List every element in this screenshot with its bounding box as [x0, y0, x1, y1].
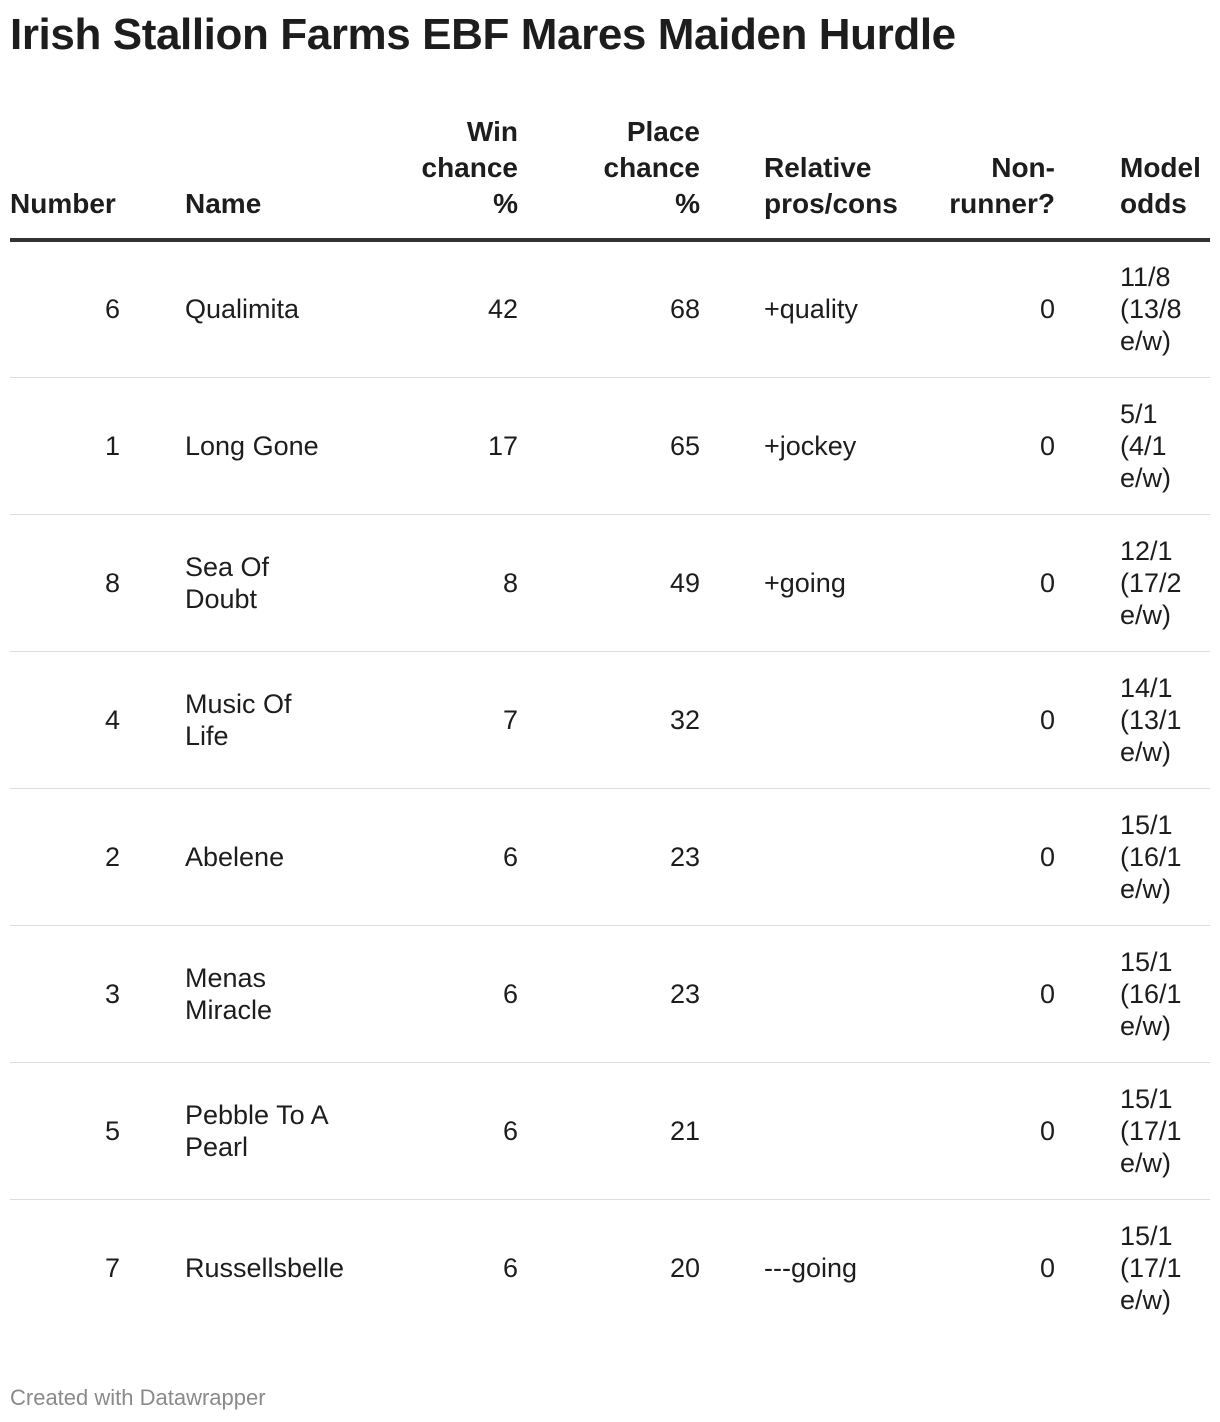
cell-non-runner: 0 — [900, 788, 1100, 925]
cell-number: 6 — [10, 240, 185, 377]
cell-number: 4 — [10, 651, 185, 788]
cell-name: Music Of Life — [185, 651, 364, 788]
cell-non-runner: 0 — [900, 1062, 1100, 1199]
cell-model-odds: 14/1 (13/1 e/w) — [1100, 651, 1210, 788]
cell-relative: +going — [700, 514, 900, 651]
header-relative-line-2: pros/cons — [764, 188, 898, 219]
cell-model-odds: 15/1 (16/1 e/w) — [1100, 788, 1210, 925]
cell-place-chance: 65 — [534, 377, 700, 514]
cell-win-chance: 8 — [364, 514, 534, 651]
cell-non-runner: 0 — [1039, 1252, 1055, 1283]
header-number[interactable] — [10, 114, 185, 240]
cell-place-chance: 20 — [669, 1252, 700, 1283]
cell-place-chance: 21 — [534, 1062, 700, 1199]
table-row — [10, 1062, 1210, 1199]
header-number-label: Number — [10, 188, 116, 219]
table-row — [10, 240, 1210, 377]
cell-non-runner: 0 — [900, 925, 1100, 1062]
header-place-chance[interactable] — [534, 114, 700, 240]
cell-place-chance: 32 — [534, 651, 700, 788]
cell-model-odds: 15/1 (16/1 e/w) — [1100, 925, 1210, 1062]
cell-relative — [700, 925, 900, 1062]
cell-number: 1 — [10, 377, 185, 514]
header-relative[interactable] — [700, 114, 900, 240]
cell-name: Russellsbelle — [185, 1252, 345, 1283]
table-row — [10, 788, 1210, 925]
table-row — [10, 377, 1210, 514]
header-nonrunner-line-2: runner? — [949, 188, 1055, 219]
table-row — [10, 651, 1210, 788]
cell-non-runner: 0 — [900, 514, 1100, 651]
cell-win-chance: 6 — [364, 1062, 534, 1199]
cell-number: 3 — [10, 925, 185, 1062]
cell-win-chance: 6 — [364, 788, 534, 925]
header-place-line-2: chance — [603, 152, 700, 183]
race-table — [10, 114, 1210, 1336]
header-nonrunner-line-1: Non- — [991, 152, 1055, 183]
header-odds-line-1: Model — [1120, 152, 1201, 183]
header-name-label: Name — [185, 188, 262, 219]
header-win-line-2: chance — [421, 152, 518, 183]
cell-win-chance: 6 — [364, 925, 534, 1062]
cell-number: 8 — [10, 514, 185, 651]
cell-relative — [700, 788, 900, 925]
cell-win-chance: 17 — [364, 377, 534, 514]
cell-non-runner: 0 — [900, 240, 1100, 377]
cell-relative — [700, 1062, 900, 1199]
cell-relative — [700, 651, 900, 788]
cell-model-odds: 12/1 (17/2 e/w) — [1100, 514, 1210, 651]
cell-win-chance: 7 — [364, 651, 534, 788]
header-win-chance[interactable] — [364, 114, 534, 240]
datawrapper-credit: Created with Datawrapper — [10, 1385, 266, 1410]
cell-place-chance: 23 — [534, 788, 700, 925]
cell-relative: +quality — [700, 240, 900, 377]
cell-name: Abelene — [185, 788, 364, 925]
cell-place-chance: 68 — [534, 240, 700, 377]
cell-number: 2 — [10, 788, 185, 925]
table-row — [10, 925, 1210, 1062]
header-odds-line-2: odds — [1120, 188, 1187, 219]
cell-non-runner: 0 — [900, 651, 1100, 788]
cell-number: 5 — [10, 1062, 185, 1199]
chart-title: Irish Stallion Farms EBF Mares Maiden Hurdle — [10, 10, 956, 59]
cell-model-odds: 11/8 (13/8 e/w) — [1100, 240, 1210, 377]
table-row — [10, 1199, 1210, 1336]
cell-non-runner: 0 — [900, 377, 1100, 514]
cell-name: Qualimita — [185, 240, 364, 377]
cell-number: 7 — [104, 1252, 120, 1283]
cell-place-chance: 23 — [534, 925, 700, 1062]
cell-name: Long Gone — [185, 377, 364, 514]
cell-name: Menas Miracle — [185, 925, 364, 1062]
table-body — [10, 240, 1210, 1336]
cell-win-chance: 6 — [502, 1252, 518, 1283]
cell-model-odds: 15/1 (17/1 e/w) — [1100, 1062, 1210, 1199]
cell-name: Sea Of Doubt — [185, 514, 364, 651]
header-relative-line-1: Relative — [764, 152, 872, 183]
header-place-line-3: % — [675, 188, 700, 219]
header-place-line-1: Place — [626, 116, 700, 147]
header-win-line-1: Win — [466, 116, 518, 147]
table-header-row — [10, 114, 1210, 240]
header-non-runner[interactable] — [900, 114, 1100, 240]
header-model-odds[interactable] — [1100, 114, 1210, 240]
table-row — [10, 514, 1210, 651]
cell-model-odds: 5/1 (4/1 e/w) — [1100, 377, 1210, 514]
cell-win-chance: 42 — [364, 240, 534, 377]
cell-place-chance: 49 — [534, 514, 700, 651]
cell-relative: ---going — [764, 1252, 858, 1283]
header-win-line-3: % — [493, 188, 518, 219]
header-name[interactable] — [185, 114, 364, 240]
cell-model-odds: 15/1 (17/1 e/w) — [1120, 1220, 1182, 1315]
cell-name: Pebble To A Pearl — [185, 1062, 364, 1199]
cell-relative: +jockey — [700, 377, 900, 514]
